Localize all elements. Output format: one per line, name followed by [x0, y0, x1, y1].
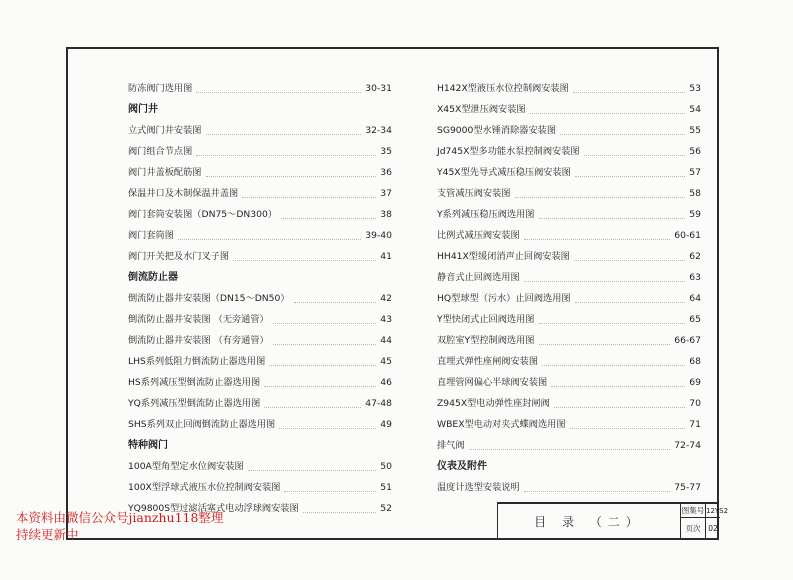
entry-page-number: 64 [689, 293, 701, 304]
entry-page-number: 55 [689, 125, 701, 136]
entry-page-number: 52 [380, 503, 392, 514]
toc-entry [437, 246, 701, 267]
toc-entry [437, 351, 701, 372]
toc-entry [437, 141, 701, 162]
entry-page-number: 72-74 [674, 440, 701, 451]
page-number-label: 页次 [681, 518, 706, 540]
entry-page-number: 70 [689, 398, 701, 409]
entry-title: 阀门套筒图 [128, 230, 174, 241]
toc-entry [437, 414, 701, 435]
leader-dots [539, 344, 670, 345]
entry-title: 比例式减压阀安装图 [437, 230, 520, 241]
entry-page-number: 65 [689, 314, 701, 325]
toc-entry [437, 120, 701, 141]
leader-dots [575, 302, 685, 303]
toc-entry [437, 288, 701, 309]
entry-title: HQ型球型（污水）止回阀选用图 [437, 293, 571, 304]
leader-dots [248, 470, 376, 471]
entry-title: 倒流防止器井安装图 （无旁通管） [128, 314, 269, 325]
toc-left-column [128, 78, 392, 519]
toc-entry [128, 351, 392, 372]
toc-right-column [437, 78, 701, 498]
leader-dots [524, 239, 670, 240]
toc-entry [128, 162, 392, 183]
entry-page-number: 62 [689, 251, 701, 262]
atlas-number-label: 图集号 [681, 504, 706, 518]
toc-entry [437, 183, 701, 204]
toc-entry [437, 267, 701, 288]
entry-page-number: 63 [689, 272, 701, 283]
section-title: 特种阀门 [128, 440, 168, 451]
entry-title: WBEX型电动对夹式蝶阀选用图 [437, 419, 566, 430]
entry-page-number: 38 [380, 209, 392, 220]
leader-dots [575, 176, 685, 177]
section-title: 倒流防止器 [128, 272, 178, 283]
toc-section-heading [128, 99, 392, 120]
atlas-number: 12YS2 [706, 504, 720, 518]
leader-dots [570, 428, 685, 429]
leader-dots [542, 365, 685, 366]
entry-title: LHS系列低阻力倒流防止器选用图 [128, 356, 266, 367]
entry-title: HH41X型缓闭消声止回阀安装图 [437, 251, 570, 262]
toc-section-heading [437, 456, 701, 477]
entry-page-number: 39-40 [365, 230, 392, 241]
entry-title: Y型快闭式止回阀选用图 [437, 314, 535, 325]
toc-entry [437, 309, 701, 330]
toc-entry [128, 204, 392, 225]
toc-entry [128, 477, 392, 498]
entry-title: 防冻阀门选用图 [128, 83, 193, 94]
leader-dots [539, 323, 685, 324]
entry-page-number: 69 [689, 377, 701, 388]
toc-entry [437, 435, 701, 456]
entry-page-number: 59 [689, 209, 701, 220]
entry-title: Y系列减压稳压阀选用图 [437, 209, 535, 220]
watermark-line-2: 持续更新中 [16, 527, 79, 542]
entry-title: 双腔室Y型控制阀选用图 [437, 335, 535, 346]
entry-page-number: 43 [380, 314, 392, 325]
toc-entry [437, 204, 701, 225]
entry-title: 静音式止回阀选用图 [437, 272, 520, 283]
leader-dots [303, 512, 376, 513]
toc-entry [437, 330, 701, 351]
leader-dots [294, 302, 376, 303]
entry-page-number: 54 [689, 104, 701, 115]
leader-dots [554, 407, 685, 408]
leader-dots [264, 407, 361, 408]
entry-page-number: 49 [380, 419, 392, 430]
entry-page-number: 56 [689, 146, 701, 157]
entry-page-number: 58 [689, 188, 701, 199]
entry-title: X45X型泄压阀安装图 [437, 104, 526, 115]
watermark-line-1: 本资料由微信公众号jianzhu118整理 [16, 510, 224, 525]
leader-dots [515, 197, 685, 198]
section-title: 阀门井 [128, 104, 158, 115]
leader-dots [551, 386, 685, 387]
entry-title: Jd745X型多功能水泵控制阀安装图 [437, 146, 580, 157]
toc-entry [128, 246, 392, 267]
entry-page-number: 32-34 [365, 125, 392, 136]
leader-dots [273, 344, 376, 345]
leader-dots [196, 155, 376, 156]
document-title: 目 录 （二） [498, 504, 681, 540]
toc-entry [128, 120, 392, 141]
entry-title: 直埋式弹性座闸阀安装图 [437, 356, 539, 367]
toc-entry [128, 309, 392, 330]
entry-page-number: 51 [380, 482, 392, 493]
leader-dots [573, 92, 685, 93]
toc-section-heading [128, 267, 392, 288]
toc-entry [128, 141, 392, 162]
entry-page-number: 37 [380, 188, 392, 199]
leader-dots [279, 428, 376, 429]
toc-entry [437, 99, 701, 120]
entry-page-number: 42 [380, 293, 392, 304]
entry-page-number: 57 [689, 167, 701, 178]
entry-title: 立式阀门井安装图 [128, 125, 202, 136]
page-number: 02 [708, 524, 718, 533]
toc-entry [128, 183, 392, 204]
entry-title: Z945X型电动弹性座封闸阀 [437, 398, 550, 409]
entry-page-number: 36 [380, 167, 392, 178]
leader-dots [284, 491, 376, 492]
entry-title: Y45X型先导式减压稳压阀安装图 [437, 167, 571, 178]
entry-page-number: 50 [380, 461, 392, 472]
leader-dots [196, 92, 361, 93]
entry-page-number: 75-77 [674, 482, 701, 493]
leader-dots [584, 155, 685, 156]
entry-title: YQ系列减压型倒流防止器选用图 [128, 398, 261, 409]
entry-title: 直埋管网偏心半球阀安装图 [437, 377, 548, 388]
title-block [497, 502, 729, 540]
entry-page-number: 35 [380, 146, 392, 157]
entry-title: 倒流防止器井安装图（DN15～DN50） [128, 293, 290, 304]
entry-page-number: 71 [689, 419, 701, 430]
leader-dots [206, 134, 361, 135]
toc-entry [128, 78, 392, 99]
leader-dots [469, 449, 670, 450]
leader-dots [281, 218, 376, 219]
toc-entry [128, 288, 392, 309]
toc-entry [128, 330, 392, 351]
toc-entry [437, 372, 701, 393]
toc-entry [437, 393, 701, 414]
toc-entry [437, 477, 701, 498]
entry-page-number: 30-31 [365, 83, 392, 94]
entry-page-number: 47-48 [365, 398, 392, 409]
toc-entry [437, 162, 701, 183]
entry-title: 100X型浮球式液压水位控制阀安装图 [128, 482, 281, 493]
entry-title: 排气阀 [437, 440, 465, 451]
toc-entry [128, 393, 392, 414]
entry-title: H142X型液压水位控制阀安装图 [437, 83, 569, 94]
entry-title: 阀门开关把及水门叉子图 [128, 251, 230, 262]
toc-entry [437, 225, 701, 246]
entry-title: YQ9800S型过滤活塞式电动浮球阀安装图 [128, 503, 299, 514]
toc-entry [128, 414, 392, 435]
entry-page-number: 41 [380, 251, 392, 262]
entry-title: 支管减压阀安装图 [437, 188, 511, 199]
toc-section-heading [128, 435, 392, 456]
entry-page-number: 53 [689, 83, 701, 94]
leader-dots [530, 113, 685, 114]
section-title: 仪表及附件 [437, 461, 487, 472]
entry-title: 100A型角型定水位阀安装图 [128, 461, 244, 472]
leader-dots [524, 281, 685, 282]
entry-page-number: 45 [380, 356, 392, 367]
entry-page-number: 66-67 [674, 335, 701, 346]
entry-page-number: 68 [689, 356, 701, 367]
entry-title: 阀门套筒安装图（DN75～DN300） [128, 209, 277, 220]
entry-title: 保温井口及木制保温井盖图 [128, 188, 239, 199]
leader-dots [574, 260, 685, 261]
leader-dots [233, 260, 376, 261]
leader-dots [206, 176, 376, 177]
toc-entry [128, 372, 392, 393]
entry-title: SG9000型水锤消除器安装图 [437, 125, 557, 136]
toc-entry [128, 225, 392, 246]
leader-dots [273, 323, 376, 324]
leader-dots [242, 197, 376, 198]
leader-dots [524, 491, 670, 492]
entry-page-number: 60-61 [674, 230, 701, 241]
entry-title: SHS系列双止回阀倒流防止器选用图 [128, 419, 276, 430]
leader-dots [269, 365, 376, 366]
entry-title: 阀门井盖板配筋图 [128, 167, 202, 178]
entry-title: 温度计选型安装说明 [437, 482, 520, 493]
entry-title: 阀门组合节点图 [128, 146, 193, 157]
entry-page-number: 44 [380, 335, 392, 346]
leader-dots [560, 134, 685, 135]
toc-entry [128, 456, 392, 477]
leader-dots [539, 218, 685, 219]
toc-entry [437, 78, 701, 99]
leader-dots [264, 386, 376, 387]
entry-page-number: 46 [380, 377, 392, 388]
entry-title: 倒流防止器井安装图 （有旁通管） [128, 335, 269, 346]
leader-dots [178, 239, 361, 240]
entry-title: HS系列减压型倒流防止器选用图 [128, 377, 261, 388]
